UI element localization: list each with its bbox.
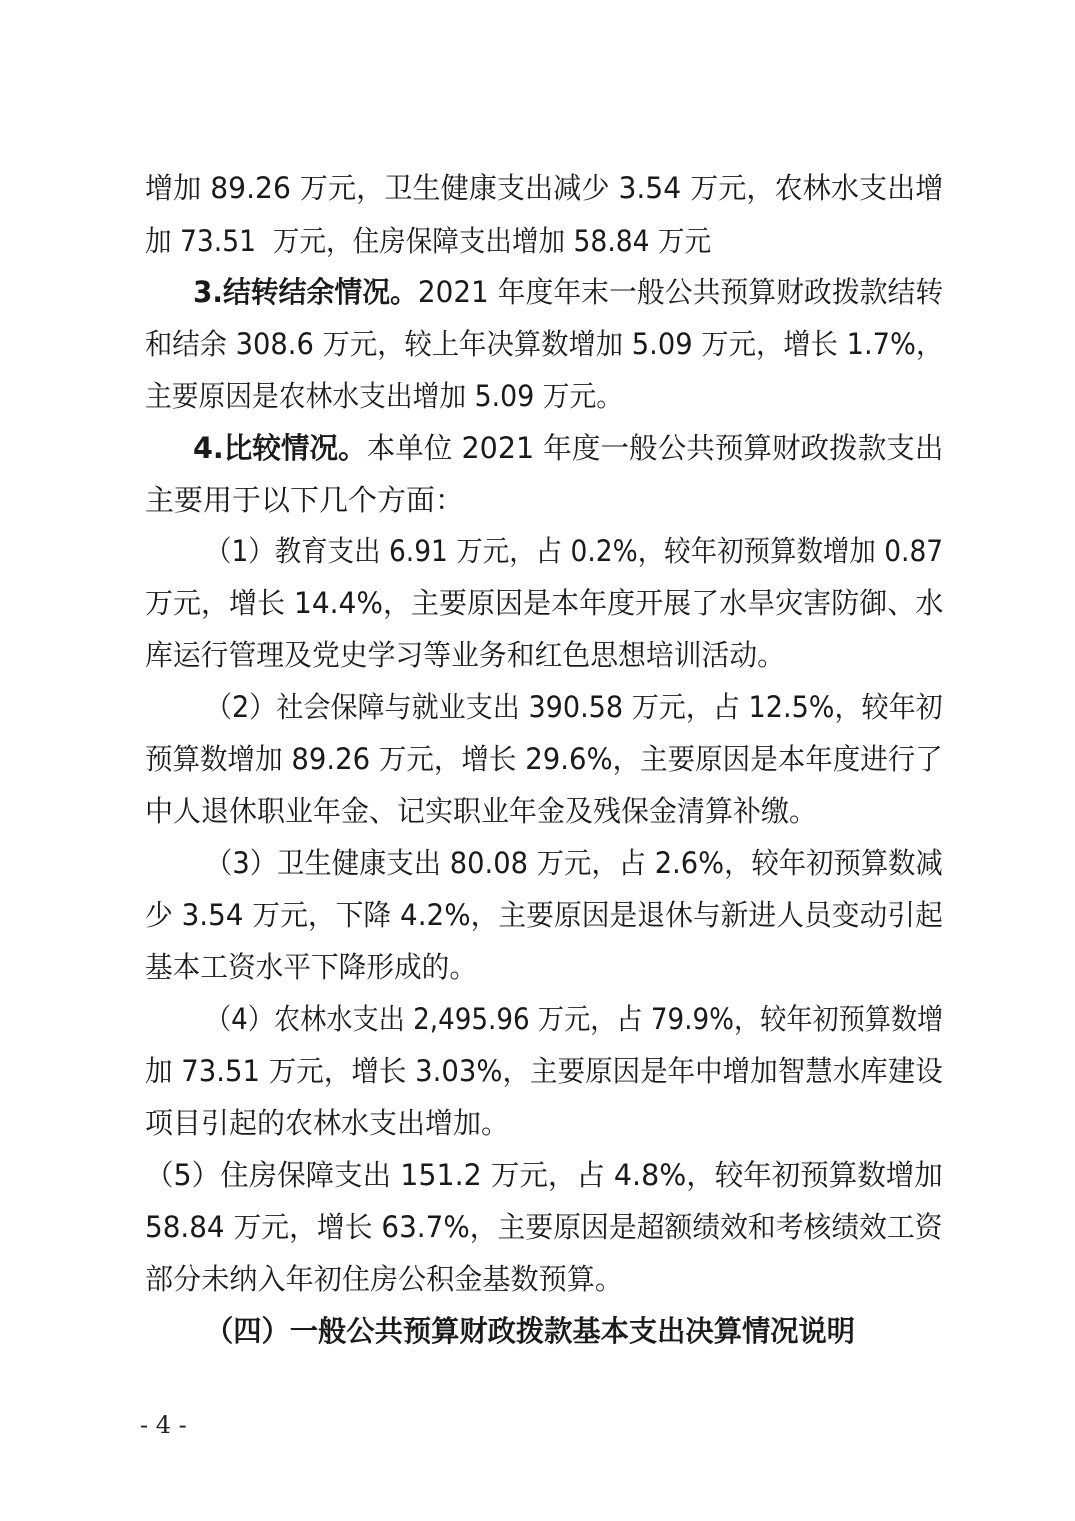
- text-run: 部分未纳入年初住房公积金基数预算。: [145, 1262, 624, 1296]
- text-line: [145, 480, 467, 520]
- page-number: - 4 -: [140, 1411, 187, 1439]
- text-line: [205, 687, 943, 727]
- text-run: 加 73.51 万元，增长 3.03%，主要原因是年中增加智慧水库建设: [145, 1054, 943, 1088]
- text-run: 本单位 2021 年度一般公共预算财政拨款支出: [366, 431, 944, 465]
- text-run: 和结余 308.6 万元，较上年决算数增加 5.09 万元，增长 1.7%，: [145, 327, 944, 361]
- text-line: [145, 635, 786, 675]
- text-line: [145, 324, 944, 364]
- text-run: 项目引起的农林水支出增加。: [145, 1106, 510, 1140]
- text-run: 库运行管理及党史学习等业务和红色思想培训活动。: [145, 638, 786, 672]
- text-run: （4）农林水支出 2,495.96 万元，占 79.9%，较年初预算数增: [205, 1002, 944, 1036]
- text-run: （2）社会保障与就业支出 390.58 万元，占 12.5%，较年初: [205, 690, 943, 724]
- text-line: [145, 1207, 943, 1247]
- text-line: [145, 791, 818, 831]
- text-line: [145, 221, 712, 261]
- text-line: [145, 1051, 943, 1091]
- text-line: [145, 739, 943, 779]
- bold-text-run: 3.结转结余情况。: [193, 275, 418, 309]
- text-run: 少 3.54 万元，下降 4.2%，主要原因是退休与新进人员变动引起: [145, 898, 943, 932]
- text-run: 万元，增长 14.4%，主要原因是本年度开展了水旱灾害防御、水: [145, 586, 944, 620]
- text-line: [145, 583, 944, 623]
- text-run: 加 73.51 万元，住房保障支出增加 58.84 万元: [145, 224, 712, 258]
- text-line: [205, 1311, 856, 1351]
- text-line: [145, 376, 624, 416]
- text-line: [145, 168, 944, 208]
- text-run: 2021 年度年末一般公共预算财政拨款结转: [417, 275, 944, 309]
- text-run: 58.84 万元，增长 63.7%，主要原因是超额绩效和考核绩效工资: [145, 1210, 943, 1244]
- text-run: 中人退休职业年金、记实职业年金及残保金清算补缴。: [145, 794, 818, 828]
- text-line: [145, 1103, 510, 1143]
- text-line: [145, 947, 478, 987]
- text-run: 主要用于以下几个方面：: [145, 483, 465, 517]
- text-run: 主要原因是农林水支出增加 5.09 万元。: [145, 379, 624, 413]
- text-line: [205, 999, 944, 1039]
- text-line: [145, 1259, 624, 1299]
- text-line: [205, 531, 944, 571]
- text-run: 增加 89.26 万元，卫生健康支出减少 3.54 万元，农林水支出增: [145, 171, 944, 205]
- bold-text-run: （四）一般公共预算财政拨款基本支出决算情况说明: [205, 1314, 856, 1348]
- text-line: [205, 843, 943, 883]
- text-line: [193, 272, 944, 312]
- text-line: [145, 895, 943, 935]
- bold-text-run: 4.比较情况。: [193, 431, 367, 465]
- text-line: [193, 428, 944, 468]
- text-run: （5）住房保障支出 151.2 万元，占 4.8%，较年初预算数增加: [145, 1158, 943, 1192]
- text-run: （3）卫生健康支出 80.08 万元，占 2.6%，较年初预算数减: [205, 846, 943, 880]
- text-line: [145, 1155, 943, 1195]
- text-run: 基本工资水平下降形成的。: [145, 950, 478, 984]
- text-run: 预算数增加 89.26 万元，增长 29.6%，主要原因是本年度进行了: [145, 742, 943, 776]
- text-run: （1）教育支出 6.91 万元，占 0.2%，较年初预算数增加 0.87: [205, 534, 944, 568]
